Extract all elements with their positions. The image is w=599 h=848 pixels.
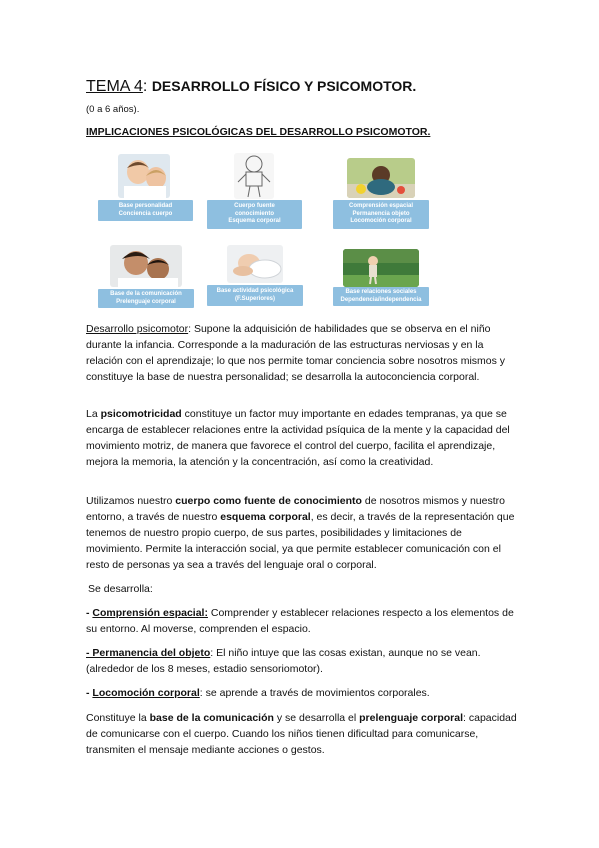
list-item-comprension-espacial: - Comprensión espacial: Comprender y establecer relaciones respecto a los elementos de su entorno. Al moverse, comprenden el espacio. xyxy=(86,607,514,635)
figure-caption: Comprensión espacial Permanencia objeto Locomoción corporal xyxy=(333,200,429,229)
child-walking-photo xyxy=(343,249,419,287)
figure-caption: Cuerpo fuente conocimiento Esquema corporal xyxy=(207,200,302,229)
figure-spatial xyxy=(333,151,429,229)
title-text: DESARROLLO FÍSICO Y PSICOMOTOR. xyxy=(151,78,417,94)
paragraph-desarrollo-psicomotor: Desarrollo psicomotor: Supone la adquisición de habilidades que se observa en el niño durante la infancia. Corresponde a la maduración de las estructuras nerviosas y en la relación con el aprendizaje; lo que nos permite tomar conciencia sobre nosotros mismos y constituye la base de nuestra personalidad; se desarrolla la autoconciencia corporal. xyxy=(86,323,506,383)
title-colon: : xyxy=(142,78,148,95)
page-title xyxy=(86,76,416,97)
age-range: (0 a 6 años). xyxy=(86,104,140,115)
figure-caption: Base personalidad Conciencia cuerpo xyxy=(98,200,193,221)
figure-psychological xyxy=(207,245,303,308)
list-item-locomocion: - Locomoción corporal: se aprende a través de movimientos corporales. xyxy=(86,687,430,699)
paragraph-psicomotricidad: La psicomotricidad constituye un factor muy importante en edades tempranas, ya que se encarga de establecer relaciones entre la actividad psíquica de la mente y la capacidad del movimiento motriz, de manera que favorece el control del cuerpo, facilita el aprendizaje, mejora la memoria, la atención y la concentración, así como la creatividad. xyxy=(86,408,510,468)
figure-personality xyxy=(98,151,193,221)
mother-child-photo xyxy=(110,245,182,287)
baby-sleeping-photo xyxy=(227,245,283,283)
figure-body-knowledge xyxy=(207,151,302,229)
figure-caption: Base de la comunicación Prelenguaje corporal xyxy=(98,289,194,308)
baby-crawling-photo xyxy=(347,158,415,198)
paragraph-se-desarrolla: Se desarrolla: xyxy=(88,583,153,595)
figure-caption: Base actividad psicológica (F.Superiores) xyxy=(207,285,303,306)
section-heading: IMPLICACIONES PSICOLÓGICAS DEL DESARROLLO PSICOMOTOR. xyxy=(86,126,431,138)
paragraph-cuerpo-conocimiento: Utilizamos nuestro cuerpo como fuente de conocimiento de nosotros mismos y nuestro entorno, a través de nuestro esquema corporal, es decir, a través de la representación que tenemos de nuestro propio cuerpo, de sus partes, posibilidades y limitaciones de movimiento. Permite la interacción social, ya que permite establecer comunicación con el resto de personas ya sea a través del lenguaje oral o corporal. xyxy=(86,495,515,571)
figure-caption: Base relaciones sociales Dependencia/independencia xyxy=(333,287,429,306)
figure-communication xyxy=(98,245,194,308)
baby-photo xyxy=(118,154,170,198)
figure-social xyxy=(333,245,429,308)
list-item-permanencia-objeto: - Permanencia del objeto: El niño intuye que las cosas existan, aunque no se vean. (alrededor de los 8 meses, estadio sensoriomotor). xyxy=(86,647,481,675)
topic-number: TEMA 4 xyxy=(86,78,143,95)
paragraph-comunicacion: Constituye la base de la comunicación y se desarrolla el prelenguaje corporal: capacidad de comunicarse con el cuerpo. Cuando los niños tienen dificultad para comunicarse, transmiten el mensaje mediante acciones o gestos. xyxy=(86,712,517,756)
body-drawing-image xyxy=(234,153,274,199)
